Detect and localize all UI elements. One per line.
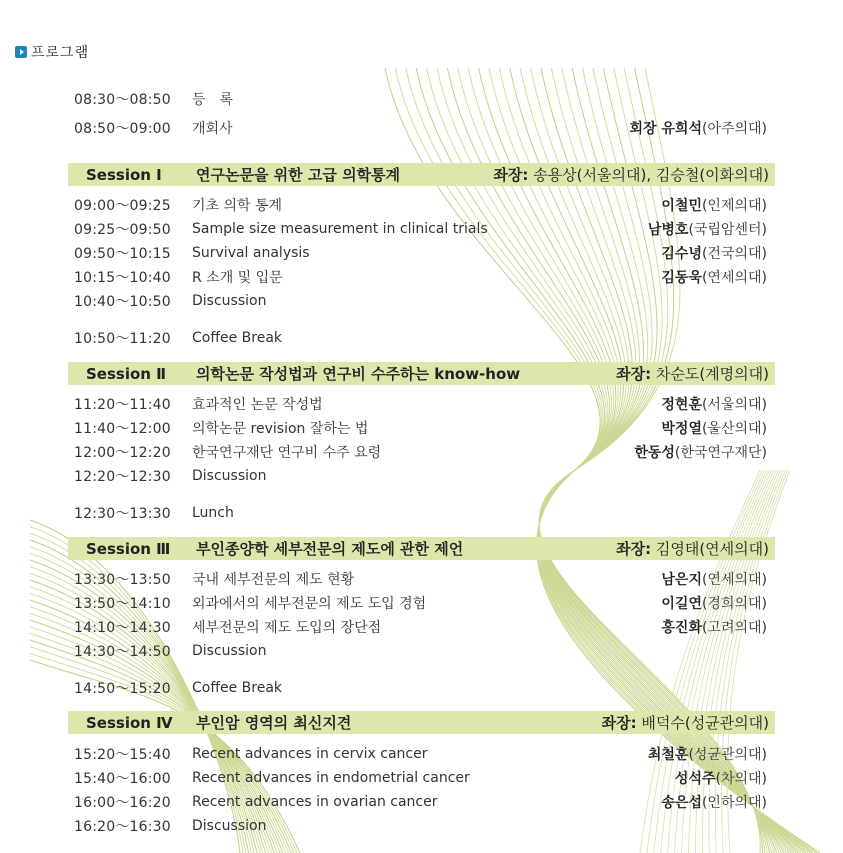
row-speaker — [675, 768, 767, 788]
speaker-name: 남병호 — [647, 222, 689, 238]
speaker-name: 이철민 — [661, 198, 702, 214]
row-time: 13:50～14:10 — [74, 596, 171, 612]
schedule-row — [74, 568, 767, 590]
row-speaker — [629, 118, 767, 138]
speaker-name: 최철훈 — [647, 747, 689, 763]
row-title: Discussion — [192, 468, 267, 484]
speaker-affiliation: (연세의대) — [701, 572, 767, 588]
chair-text: 배덕수(성균관의대) — [641, 714, 769, 732]
row-title: Coffee Break — [192, 680, 283, 696]
speaker-name: 김동욱 — [661, 270, 702, 286]
session-header-1 — [68, 163, 775, 186]
row-time: 12:30～13:30 — [74, 506, 171, 522]
row-time: 11:40～12:00 — [74, 421, 171, 437]
row-title: R 소개 및 입문 — [192, 270, 283, 286]
speaker-name: 한동성 — [634, 445, 675, 461]
schedule-row — [74, 441, 767, 463]
session-title: 의학논문 작성법과 연구비 수주하는 know-how — [196, 365, 521, 383]
speaker-affiliation: (아주의대) — [701, 121, 767, 137]
row-time: 15:20～15:40 — [74, 747, 171, 763]
session-title: 연구논문을 위한 고급 의학통계 — [196, 166, 401, 184]
speaker-name: 회장 유희석 — [629, 121, 702, 137]
chair-label: 좌장: — [616, 540, 652, 558]
row-title: 한국연구재단 연구비 수주 요령 — [192, 445, 382, 461]
row-time: 16:20～16:30 — [74, 819, 171, 835]
row-title: Survival analysis — [192, 245, 310, 261]
row-title: 효과적인 논문 작성법 — [192, 397, 323, 413]
row-time: 14:10～14:30 — [74, 620, 171, 636]
session-header-4 — [68, 711, 775, 734]
session-header-3 — [68, 537, 775, 560]
speaker-name: 성석주 — [674, 771, 716, 787]
speaker-affiliation: (울산의대) — [701, 421, 767, 437]
row-speaker — [661, 569, 767, 589]
row-title: 의학논문 revision 잘하는 법 — [192, 421, 369, 437]
row-time: 09:00～09:25 — [74, 198, 171, 214]
schedule-row-opening-address — [74, 117, 767, 139]
chair-label: 좌장: — [601, 714, 637, 732]
speaker-affiliation: (인하의대) — [701, 795, 767, 811]
row-time: 08:30～08:50 — [74, 92, 171, 108]
chair-text: 김영태(연세의대) — [655, 540, 769, 558]
row-title: Discussion — [192, 818, 267, 834]
speaker-name: 송은섭 — [661, 795, 702, 811]
schedule-row — [74, 640, 767, 662]
row-title: Recent advances in endometrial cancer — [192, 770, 470, 786]
row-speaker — [661, 792, 767, 812]
session-label: Session Ⅱ — [86, 364, 167, 383]
speaker-affiliation: (성균관의대) — [688, 747, 767, 763]
row-speaker — [661, 243, 767, 263]
row-title: 기초 의학 통계 — [192, 198, 283, 214]
schedule-row — [74, 290, 767, 312]
row-time: 16:00～16:20 — [74, 795, 171, 811]
speaker-name: 김수녕 — [661, 246, 702, 262]
session-chair — [616, 363, 775, 384]
row-time: 12:20～12:30 — [74, 469, 171, 485]
row-time: 10:50～11:20 — [74, 331, 171, 347]
schedule-row-break — [74, 502, 767, 524]
row-time: 14:50～15:20 — [74, 681, 171, 697]
row-time: 09:25～09:50 — [74, 222, 171, 238]
schedule-row — [74, 592, 767, 614]
schedule-row — [74, 194, 767, 216]
speaker-affiliation: (국립암센터) — [688, 222, 767, 238]
row-time: 10:40～10:50 — [74, 294, 171, 310]
row-speaker — [661, 394, 767, 414]
schedule-row-registration — [74, 88, 767, 110]
row-title: Recent advances in cervix cancer — [192, 746, 428, 762]
chair-label: 좌장: — [616, 365, 652, 383]
row-time: 13:30～13:50 — [74, 572, 171, 588]
schedule-row — [74, 218, 767, 240]
chair-label: 좌장: — [493, 166, 529, 184]
program-header — [15, 42, 89, 62]
session-header-2 — [68, 362, 775, 385]
schedule-row — [74, 767, 767, 789]
speaker-name: 남은지 — [661, 572, 702, 588]
schedule-row-break — [74, 677, 767, 699]
speaker-affiliation: (인제의대) — [701, 198, 767, 214]
row-speaker — [661, 267, 767, 287]
speaker-affiliation: (연세의대) — [701, 270, 767, 286]
row-time: 11:20～11:40 — [74, 397, 171, 413]
speaker-affiliation: (고려의대) — [701, 620, 767, 636]
row-title: 국내 세부전문의 제도 현황 — [192, 572, 355, 588]
schedule-row — [74, 815, 767, 837]
row-title: Coffee Break — [192, 330, 283, 346]
row-title: Recent advances in ovarian cancer — [192, 794, 438, 810]
row-title: Discussion — [192, 293, 267, 309]
session-chair — [602, 712, 775, 733]
row-time: 14:30～14:50 — [74, 644, 171, 660]
row-time: 09:50～10:15 — [74, 246, 171, 262]
session-label: Session Ⅳ — [86, 713, 173, 732]
row-title: 개회사 — [192, 121, 233, 137]
bullet-arrow-icon — [15, 46, 27, 58]
speaker-affiliation: (한국연구재단) — [674, 445, 767, 461]
session-label: Session Ⅰ — [86, 165, 162, 184]
row-time: 12:00～12:20 — [74, 445, 171, 461]
schedule-row-break — [74, 327, 767, 349]
schedule-row — [74, 743, 767, 765]
schedule-row — [74, 791, 767, 813]
schedule-row — [74, 266, 767, 288]
row-title: Lunch — [192, 505, 234, 521]
row-speaker — [661, 617, 767, 637]
schedule-row — [74, 393, 767, 415]
speaker-name: 이길연 — [661, 596, 702, 612]
row-speaker — [634, 442, 767, 462]
speaker-name: 박정열 — [661, 421, 702, 437]
row-time: 10:15～10:40 — [74, 270, 171, 286]
session-title: 부인암 영역의 최신지견 — [196, 714, 352, 732]
page-title: 프로그램 — [31, 45, 90, 61]
row-speaker — [648, 219, 767, 239]
row-speaker — [648, 744, 767, 764]
session-chair — [493, 164, 775, 185]
row-speaker — [661, 195, 767, 215]
row-title: Discussion — [192, 643, 267, 659]
row-title: 세부전문의 제도 도입의 장단점 — [192, 620, 382, 636]
chair-text: 차순도(계명의대) — [655, 365, 769, 383]
row-speaker — [661, 418, 767, 438]
row-title: 외과에서의 세부전문의 제도 도입 경험 — [192, 596, 427, 612]
row-time: 08:50～09:00 — [74, 121, 171, 137]
speaker-affiliation: (차의대) — [715, 771, 767, 787]
session-title: 부인종양학 세부전문의 제도에 관한 제언 — [196, 540, 464, 558]
session-label: Session Ⅲ — [86, 539, 171, 558]
row-time: 15:40～16:00 — [74, 771, 171, 787]
speaker-affiliation: (서울의대) — [701, 397, 767, 413]
session-chair — [616, 538, 775, 559]
schedule-row — [74, 616, 767, 638]
speaker-affiliation: (건국의대) — [701, 246, 767, 262]
chair-text: 송용상(서울의대), 김승철(이화의대) — [533, 166, 769, 184]
speaker-name: 정현훈 — [661, 397, 702, 413]
schedule-row — [74, 417, 767, 439]
speaker-name: 홍진화 — [661, 620, 702, 636]
row-title: Sample size measurement in clinical trials — [192, 221, 488, 237]
row-title: 등 록 — [192, 92, 234, 108]
row-speaker — [661, 593, 767, 613]
schedule-row — [74, 465, 767, 487]
speaker-affiliation: (경희의대) — [701, 596, 767, 612]
schedule-row — [74, 242, 767, 264]
